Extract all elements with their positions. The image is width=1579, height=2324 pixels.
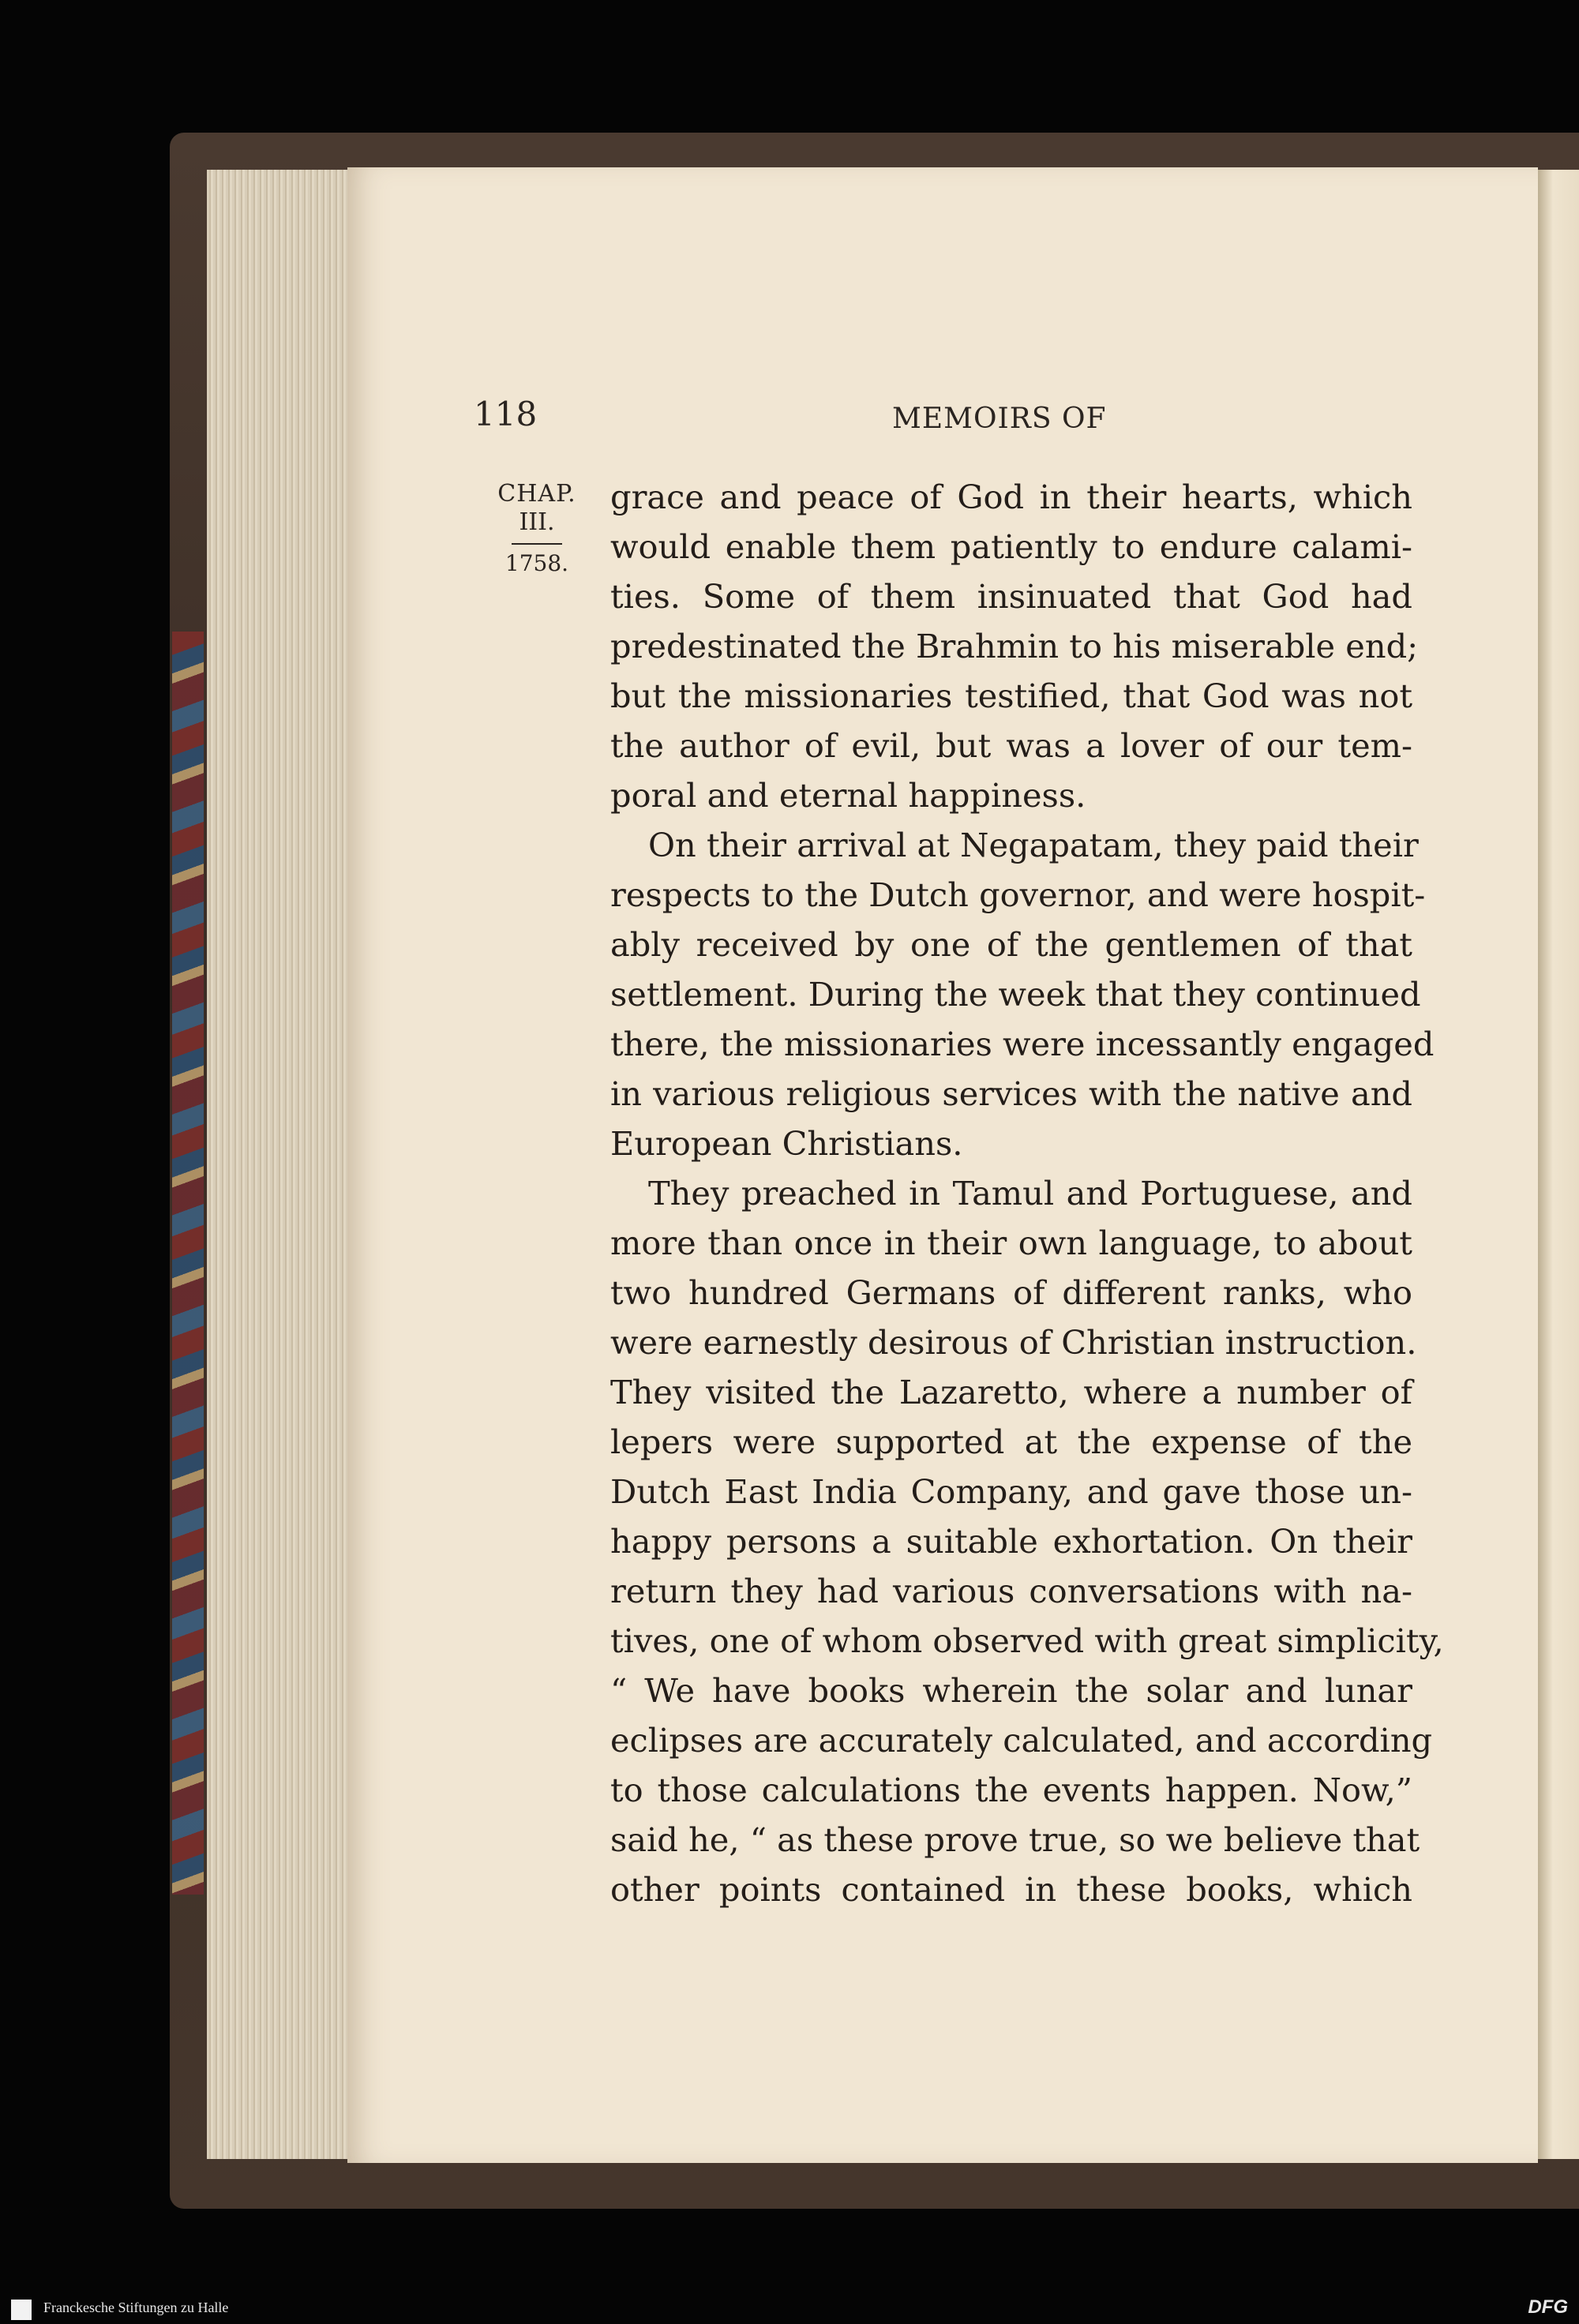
- body-text: [610, 472, 1444, 1914]
- text-line: Dutch East India Company, and gave those un-: [610, 1472, 1412, 1511]
- text-line: ties. Some of them insinuated that God had: [610, 577, 1412, 616]
- dfg-logo: DFG: [1528, 2296, 1568, 2318]
- text-line: to those calculations the events happen. Now,”: [610, 1771, 1412, 1809]
- text-line: other points contained in these books, which: [610, 1870, 1412, 1909]
- margin-year: 1758.: [504, 550, 569, 576]
- margin-note: [493, 480, 580, 578]
- text-line: They visited the Lazaretto, where a number of: [610, 1373, 1412, 1411]
- text-line: in various religious services with the native and: [610, 1074, 1412, 1113]
- text-line: happy persons a suitable exhortation. On their: [610, 1522, 1412, 1561]
- text-line: lepers were supported at the expense of the: [610, 1423, 1412, 1461]
- text-line: ably received by one of the gentlemen of that: [610, 925, 1412, 964]
- text-line: poral and eternal happiness.: [610, 776, 1086, 815]
- footer-bar: [0, 2296, 1579, 2324]
- text-line: “ We have books wherein the solar and lunar: [610, 1671, 1412, 1710]
- text-line: respects to the Dutch governor, and were hospit-: [610, 875, 1426, 914]
- text-line: On their arrival at Negapatam, they paid their: [648, 826, 1419, 864]
- marbled-edge: [172, 632, 204, 1895]
- text-line: tives, one of whom observed with great simplicity,: [610, 1621, 1444, 1660]
- text-line: predestinated the Brahmin to his miserable end;: [610, 627, 1419, 665]
- text-line: there, the missionaries were incessantly engaged: [610, 1025, 1435, 1063]
- text-line: but the missionaries testified, that God was not: [610, 677, 1412, 715]
- facing-page-edge: [1536, 170, 1579, 2159]
- page-edges: [207, 170, 349, 2159]
- text-line: return they had various conversations with na-: [610, 1572, 1412, 1610]
- footer-institution: Franckesche Stiftungen zu Halle: [43, 2300, 229, 2315]
- text-line: European Christians.: [610, 1124, 963, 1163]
- margin-chap-label: CHAP.: [497, 480, 576, 508]
- page-number: 118: [474, 395, 538, 433]
- margin-rule: [512, 543, 562, 545]
- institution-logo-icon: [11, 2300, 32, 2320]
- text-line: settlement. During the week that they continued: [610, 975, 1421, 1014]
- margin-chapter-number: III.: [519, 508, 555, 536]
- running-title: MEMOIRS OF: [892, 403, 1107, 435]
- text-line: more than once in their own language, to about: [610, 1224, 1412, 1262]
- text-line: would enable them patiently to endure calami-: [610, 527, 1412, 566]
- text-line: grace and peace of God in their hearts, which: [610, 478, 1412, 516]
- text-line: two hundred Germans of different ranks, who: [610, 1273, 1412, 1312]
- text-line: said he, “ as these prove true, so we believe that: [610, 1820, 1420, 1859]
- text-line: the author of evil, but was a lover of our tem-: [610, 726, 1412, 765]
- text-line: were earnestly desirous of Christian instruction.: [610, 1323, 1417, 1362]
- text-line: eclipses are accurately calculated, and according: [610, 1721, 1433, 1760]
- text-line: They preached in Tamul and Portuguese, and: [648, 1174, 1412, 1213]
